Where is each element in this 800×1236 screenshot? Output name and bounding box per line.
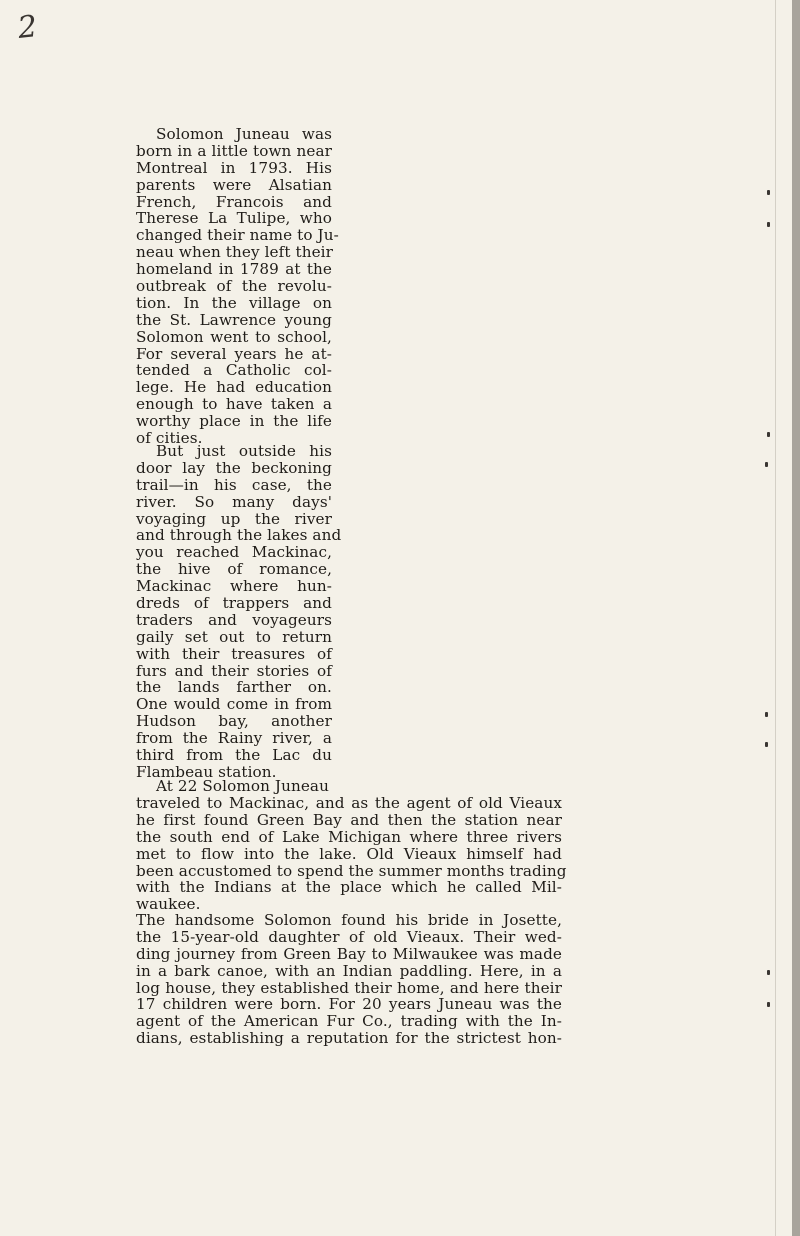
margin-speck: [767, 222, 770, 227]
margin-speck: [767, 970, 770, 975]
text-line: dians, establishing a reputation for the strictest hon-: [136, 1029, 562, 1048]
text-line: But just outside his: [156, 442, 332, 460]
text-line: in a bark canoe, with an Indian paddling. Here, in a: [136, 961, 562, 980]
text-line: 17 children were born. For 20 years Juneau was the: [136, 995, 562, 1014]
text-line: Flambeau station.: [136, 762, 277, 781]
text-line: tended a Catholic col-: [136, 361, 332, 380]
margin-speck: [767, 190, 770, 195]
text-line: Mackinac where hun-: [136, 577, 332, 596]
page-number: 2: [16, 9, 39, 46]
article-paragraph-4: [136, 912, 562, 1047]
text-line: gaily set out to return: [136, 627, 332, 646]
text-line: third from the Lac du: [136, 746, 332, 765]
article-paragraph-2: [136, 442, 342, 781]
text-line: Montreal in 1793. His: [136, 158, 332, 177]
text-line: waukee.: [136, 895, 201, 914]
text-line: tion. In the village on: [136, 293, 332, 312]
margin-speck: [767, 432, 770, 437]
text-line: with the Indians at the place which he called Mil-: [136, 878, 562, 897]
margin-speck: [765, 462, 768, 467]
page-edge-shadow: [792, 0, 800, 1236]
page-edge-line: [775, 0, 776, 1236]
text-line: trail—in his case, the: [136, 475, 332, 494]
text-line: been accustomed to spend the summer months trading: [136, 861, 567, 880]
text-line: homeland in 1789 at the: [136, 260, 332, 279]
text-line: the St. Lawrence young: [136, 310, 332, 329]
text-line: door lay the beckoning: [136, 458, 332, 477]
text-line: French, Francois and: [136, 192, 332, 211]
text-line: Hudson bay, another: [136, 712, 332, 731]
text-line: ding journey from Green Bay to Milwaukee was made: [136, 944, 562, 963]
text-line: outbreak of the revolu-: [136, 277, 332, 296]
text-line: river. So many days': [136, 492, 332, 511]
margin-speck: [767, 1002, 770, 1007]
text-line: For several years he at-: [136, 344, 332, 363]
text-line: you reached Mackinac,: [136, 543, 332, 562]
article-paragraph-3: [136, 794, 567, 914]
text-line: neau when they left their: [136, 243, 333, 262]
text-line: traders and voyageurs: [136, 610, 332, 629]
text-line: he first found Green Bay and then the station near: [136, 810, 562, 829]
text-line: the south end of Lake Michigan where three rivers: [136, 827, 562, 846]
text-line: and through the lakes and: [136, 526, 342, 545]
text-line: enough to have taken a: [136, 395, 332, 414]
text-line: traveled to Mackinac, and as the agent of old Vieaux: [136, 794, 562, 812]
text-line: changed their name to Ju-: [136, 226, 339, 245]
article-paragraph-1: [136, 125, 339, 448]
text-line: Solomon Juneau was: [156, 125, 332, 143]
margin-speck: [765, 712, 768, 717]
text-line: The handsome Solomon found his bride in Josette,: [136, 911, 562, 929]
text-line: parents were Alsatian: [136, 175, 332, 194]
text-line: furs and their stories of: [136, 661, 332, 680]
text-line: from the Rainy river, a: [136, 729, 332, 748]
text-line: the hive of romance,: [136, 560, 332, 579]
text-line: Solomon went to school,: [136, 327, 332, 346]
article-paragraph-3-lead: [136, 778, 332, 795]
text-line: agent of the American Fur Co., trading with the In-: [136, 1012, 562, 1031]
text-line: One would come in from: [136, 695, 332, 714]
text-line: lege. He had education: [136, 378, 332, 397]
text-line: the lands farther on.: [136, 678, 332, 697]
text-line: dreds of trappers and: [136, 594, 332, 613]
text-line: with their treasures of: [136, 644, 332, 663]
text-line: the 15-year-old daughter of old Vieaux. Their wed-: [136, 927, 562, 946]
text-line: met to flow into the lake. Old Vieaux himself had: [136, 844, 562, 863]
text-line: born in a little town near: [136, 141, 332, 160]
text-line: worthy place in the life: [136, 412, 332, 431]
text-line: of cities.: [136, 429, 203, 448]
text-line: voyaging up the river: [136, 509, 332, 528]
margin-speck: [765, 742, 768, 747]
text-line: At 22 Solomon Juneau: [156, 777, 329, 795]
text-line: Therese La Tulipe, who: [136, 209, 332, 228]
text-line: log house, they established their home, and here their: [136, 978, 562, 997]
